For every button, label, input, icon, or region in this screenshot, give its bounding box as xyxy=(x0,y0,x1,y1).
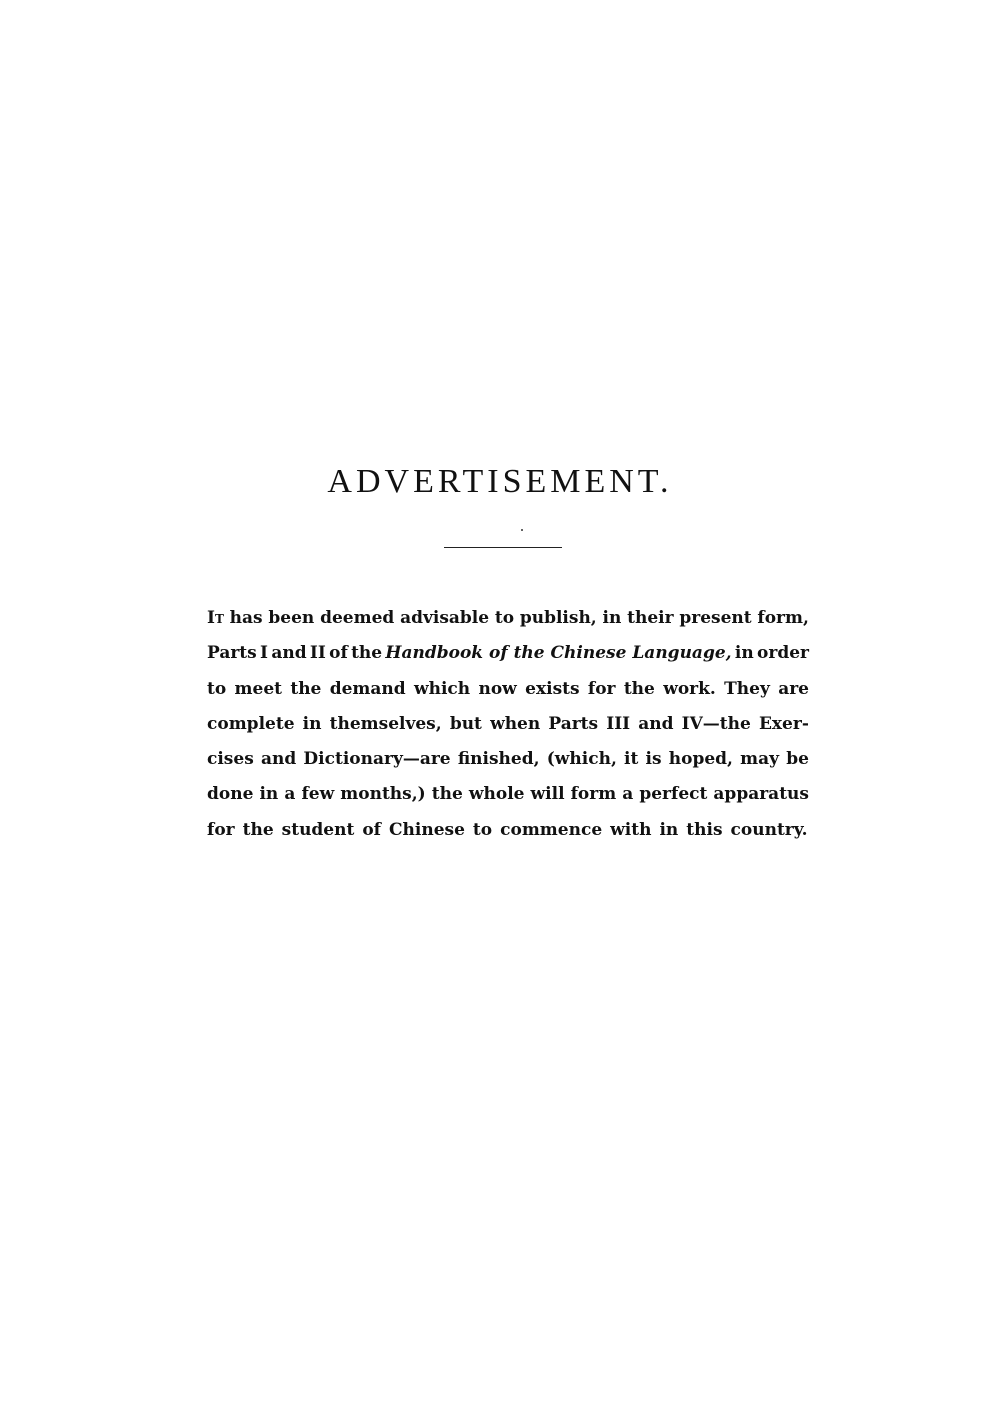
word: the xyxy=(623,678,655,699)
word: Parts xyxy=(548,713,599,734)
word: (which, xyxy=(546,749,617,770)
word: the xyxy=(351,643,383,664)
word: to xyxy=(494,608,515,628)
word: to xyxy=(207,678,227,699)
word: work. xyxy=(663,678,716,699)
word: in xyxy=(259,784,279,805)
word: to xyxy=(472,819,493,840)
word: form xyxy=(570,784,617,805)
word: a xyxy=(284,784,296,805)
word: is xyxy=(645,749,662,770)
word: demand xyxy=(329,678,406,699)
word: will xyxy=(530,784,565,805)
word: I xyxy=(260,643,268,664)
word: of xyxy=(329,643,348,664)
word: it xyxy=(624,749,639,770)
paragraph-line-2 xyxy=(207,636,809,671)
word: apparatus xyxy=(713,784,809,805)
word: meet xyxy=(234,678,283,699)
word: advisable xyxy=(400,608,490,628)
word: the xyxy=(290,678,322,699)
word: be xyxy=(786,749,809,770)
word: Chinese xyxy=(389,819,465,840)
paragraph-line-3 xyxy=(207,672,809,707)
word: exists xyxy=(525,678,580,699)
word: They xyxy=(724,678,770,699)
drop-word: It xyxy=(207,608,224,628)
word: in xyxy=(734,643,754,664)
word: been xyxy=(268,608,315,628)
paragraph-line-4 xyxy=(207,707,809,742)
word: present xyxy=(679,608,752,628)
word: country. xyxy=(730,819,808,840)
word: perfect xyxy=(639,784,708,805)
word: hoped, xyxy=(668,749,733,770)
word: and xyxy=(271,643,307,664)
word: a xyxy=(622,784,634,805)
word: IV—the xyxy=(681,713,751,734)
word: for xyxy=(587,678,616,699)
word: II xyxy=(309,643,326,664)
word: form, xyxy=(757,608,809,628)
word: commence xyxy=(500,819,603,840)
word: which xyxy=(413,678,471,699)
heading-rule xyxy=(444,547,562,548)
word: publish, xyxy=(519,608,597,628)
word: deemed xyxy=(320,608,395,628)
word: Parts xyxy=(207,643,257,664)
paragraph-line-5 xyxy=(207,742,809,777)
word: but xyxy=(449,713,482,734)
word: in xyxy=(602,608,622,628)
word: in xyxy=(302,713,322,734)
word: order xyxy=(757,643,809,664)
word: few xyxy=(301,784,335,805)
printer-dot xyxy=(521,529,523,531)
word: in xyxy=(659,819,679,840)
word: Exer- xyxy=(758,713,809,734)
word: months,) xyxy=(340,784,426,805)
word: the xyxy=(431,784,463,805)
word: cises xyxy=(207,749,254,770)
word: complete xyxy=(207,713,295,734)
word: student xyxy=(281,819,355,840)
word: Dictionary—are xyxy=(303,749,451,770)
word: may xyxy=(740,749,780,770)
word: and xyxy=(638,713,674,734)
advertisement-paragraph xyxy=(207,601,809,848)
word: and xyxy=(260,749,297,770)
word: their xyxy=(627,608,674,628)
word: themselves, xyxy=(329,713,442,734)
page-heading: ADVERTISEMENT. xyxy=(327,463,673,500)
paragraph-line-1 xyxy=(207,601,809,636)
word: for xyxy=(207,819,235,840)
book-title: Handbook of the Chinese Language, xyxy=(385,643,732,664)
word: the xyxy=(242,819,274,840)
word: of xyxy=(362,819,381,840)
word: has xyxy=(229,608,263,628)
paragraph-line-6 xyxy=(207,777,809,812)
word: whole xyxy=(468,784,525,805)
paragraph-line-7 xyxy=(207,813,809,848)
word: are xyxy=(778,678,809,699)
word: finished, xyxy=(457,749,540,770)
word: when xyxy=(490,713,541,734)
word: with xyxy=(610,819,652,840)
word: done xyxy=(207,784,254,805)
word: now xyxy=(478,678,517,699)
word: III xyxy=(606,713,631,734)
word: this xyxy=(686,819,723,840)
